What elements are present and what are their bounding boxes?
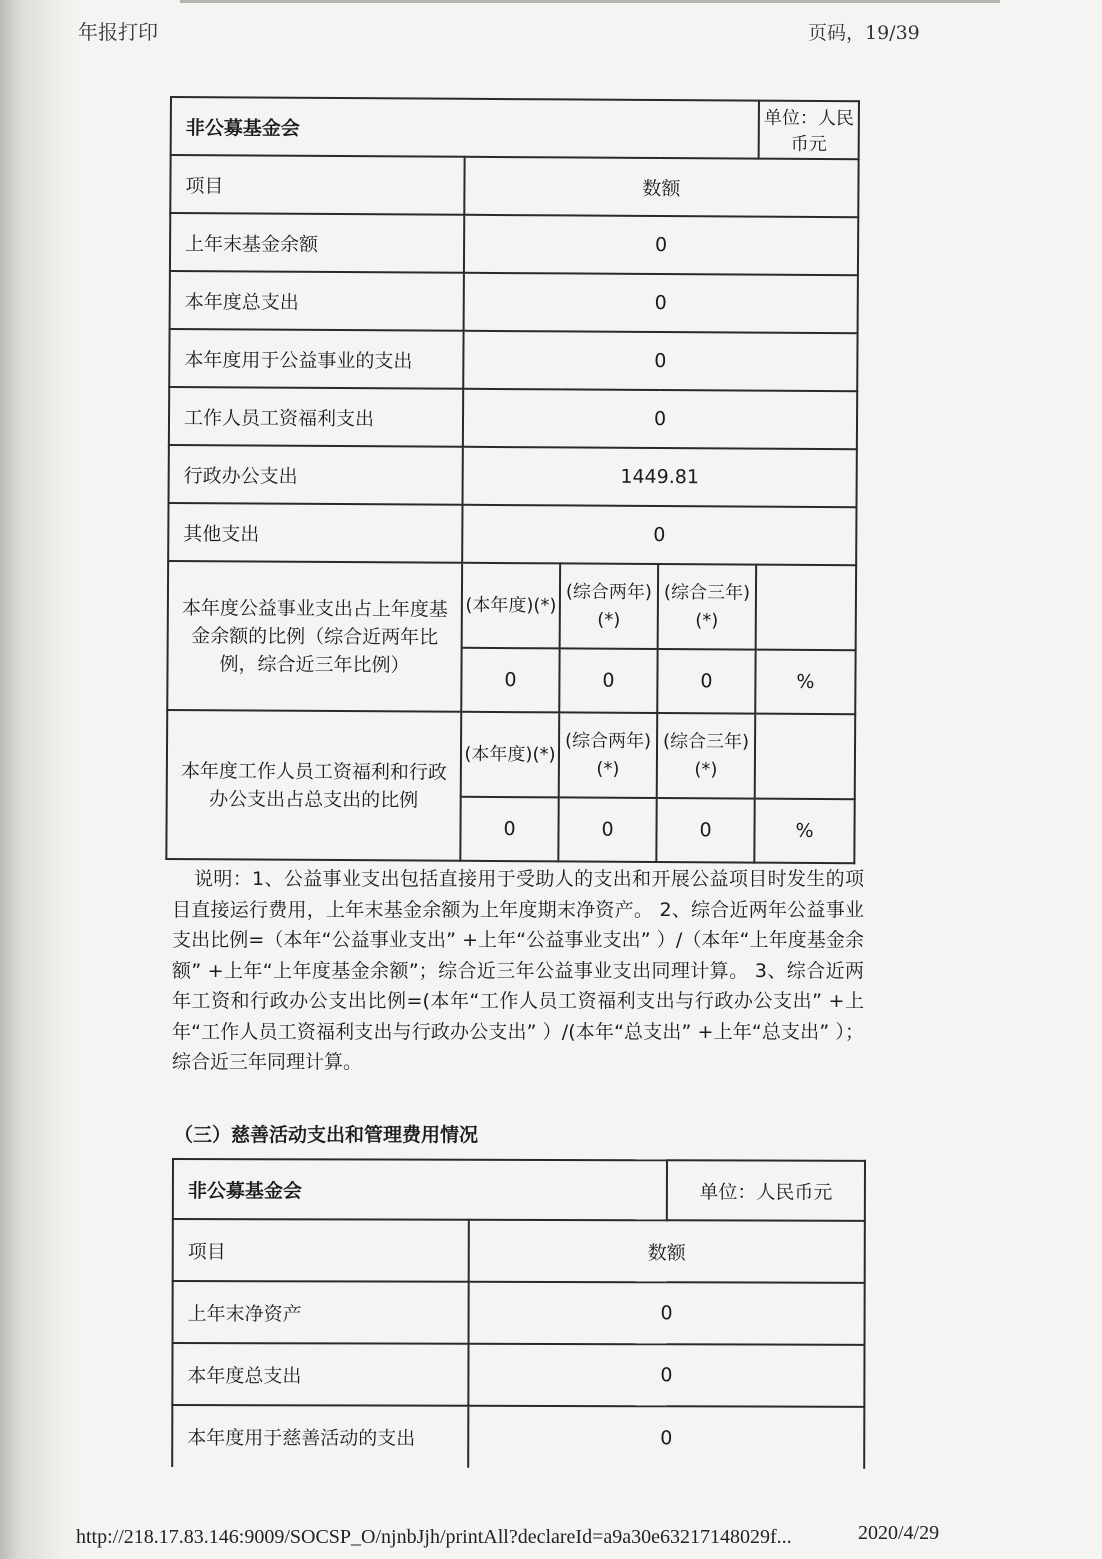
- table-row: [172, 1343, 864, 1407]
- column-header-row: [173, 1219, 865, 1283]
- col-amount-header: 数额: [469, 1220, 865, 1283]
- ratio-label: 本年度公益事业支出占上年度基金余额的比例（综合近两年比例，综合近三年比例）: [167, 561, 462, 712]
- table-header-row: [173, 1159, 865, 1221]
- unit-cell: 单位：人民币元: [759, 101, 859, 160]
- row-label: 其他支出: [168, 503, 462, 563]
- page-number: 页码，19/39: [808, 22, 920, 44]
- row-label: 本年度总支出: [172, 1343, 468, 1406]
- scan-edge-shadow: [0, 0, 84, 1559]
- org-type-cell: 非公募基金会: [173, 1159, 667, 1220]
- table-row: [173, 1281, 865, 1345]
- scan-top-edge: [180, 0, 1000, 3]
- table-header-row: [171, 97, 859, 159]
- ratio-value: 0: [656, 798, 754, 863]
- row-label: 本年度用于慈善活动的支出: [172, 1405, 468, 1468]
- section-title: （三）慈善活动支出和管理费用情况: [174, 1124, 479, 1146]
- row-value: 0: [463, 331, 857, 391]
- row-value: 0: [468, 1344, 864, 1407]
- row-value: 1449.81: [463, 447, 857, 507]
- footer-url: http://218.17.83.146:9009/SOCSP_O/njnbJjh/printAll?declareId=a9a30e63217148029f...: [76, 1526, 792, 1548]
- ratio-subheader: (综合三年)(*): [658, 564, 757, 650]
- ratio-value: 0: [461, 648, 559, 713]
- charity-expenditure-table: [171, 1158, 866, 1469]
- percent-unit: %: [755, 650, 855, 715]
- ratio-value: 0: [559, 648, 657, 713]
- row-value: 0: [468, 1406, 864, 1469]
- table-row: [172, 1405, 864, 1469]
- row-value: 0: [464, 273, 858, 333]
- unit-cell: 单位：人民币元: [667, 1160, 865, 1221]
- fund-expenditure-table: [165, 96, 860, 864]
- ratio-value: 0: [558, 797, 656, 862]
- col-item-header: 项目: [173, 1219, 469, 1282]
- explanation-note: 说明：1、公益事业支出包括直接用于受助人的支出和开展公益项目时发生的项目直接运行费用，上年末基金余额为上年度期末净资产。 2、综合近两年公益事业支出比例=（本年“公益事业支出” +上年“公益事业支出” ）/（本年“上年度基金余额” +上年“上年度基金余额”；综合近三年公益事业支出同理计算。 3、综合近两年工资和行政办公支出比例=(本年“工作人员工资福利支出与行政办公支出” +上年“工作人员工资福利支出与行政办公支出” ）/(本年“总支出” +上年“总支出” ）；综合近三年同理计算。: [172, 868, 864, 1073]
- percent-unit: %: [754, 799, 854, 864]
- footer-date: 2020/4/29: [858, 1522, 940, 1544]
- row-label: 上年末净资产: [173, 1281, 469, 1344]
- ratio-subheader: (综合两年)(*): [560, 563, 659, 649]
- col-amount-header: 数额: [464, 157, 858, 217]
- row-value: 0: [463, 389, 857, 449]
- table-row: [170, 213, 858, 275]
- row-value: 0: [469, 1282, 865, 1345]
- table-row: [168, 503, 856, 565]
- row-label: 本年度用于公益事业的支出: [169, 329, 463, 389]
- ratio-header-row: [168, 561, 857, 650]
- table-row: [169, 387, 857, 449]
- ratio-subheader: (本年度)(*): [462, 563, 561, 649]
- empty-cell: [756, 565, 857, 651]
- ratio-subheader: (综合三年)(*): [657, 713, 756, 799]
- ratio-value: 0: [657, 649, 755, 714]
- table-row: [169, 329, 857, 391]
- row-label: 上年末基金余额: [170, 213, 464, 273]
- ratio-header-row: [167, 710, 856, 799]
- row-label: 行政办公支出: [169, 445, 463, 505]
- table-row: [170, 271, 858, 333]
- empty-cell: [755, 714, 856, 800]
- table-row: [169, 445, 857, 507]
- col-item-header: 项目: [170, 155, 464, 215]
- ratio-value: 0: [460, 797, 558, 862]
- org-type-cell: 非公募基金会: [171, 97, 759, 159]
- row-label: 本年度总支出: [170, 271, 464, 331]
- ratio-label: 本年度工作人员工资福利和行政办公支出占总支出的比例: [166, 710, 461, 861]
- ratio-subheader: (本年度)(*): [461, 712, 560, 798]
- row-value: 0: [464, 215, 858, 275]
- column-header-row: [170, 155, 858, 217]
- print-header-title: 年报打印: [78, 20, 158, 44]
- ratio-subheader: (综合两年)(*): [559, 712, 658, 798]
- row-value: 0: [462, 505, 856, 565]
- row-label: 工作人员工资福利支出: [169, 387, 463, 447]
